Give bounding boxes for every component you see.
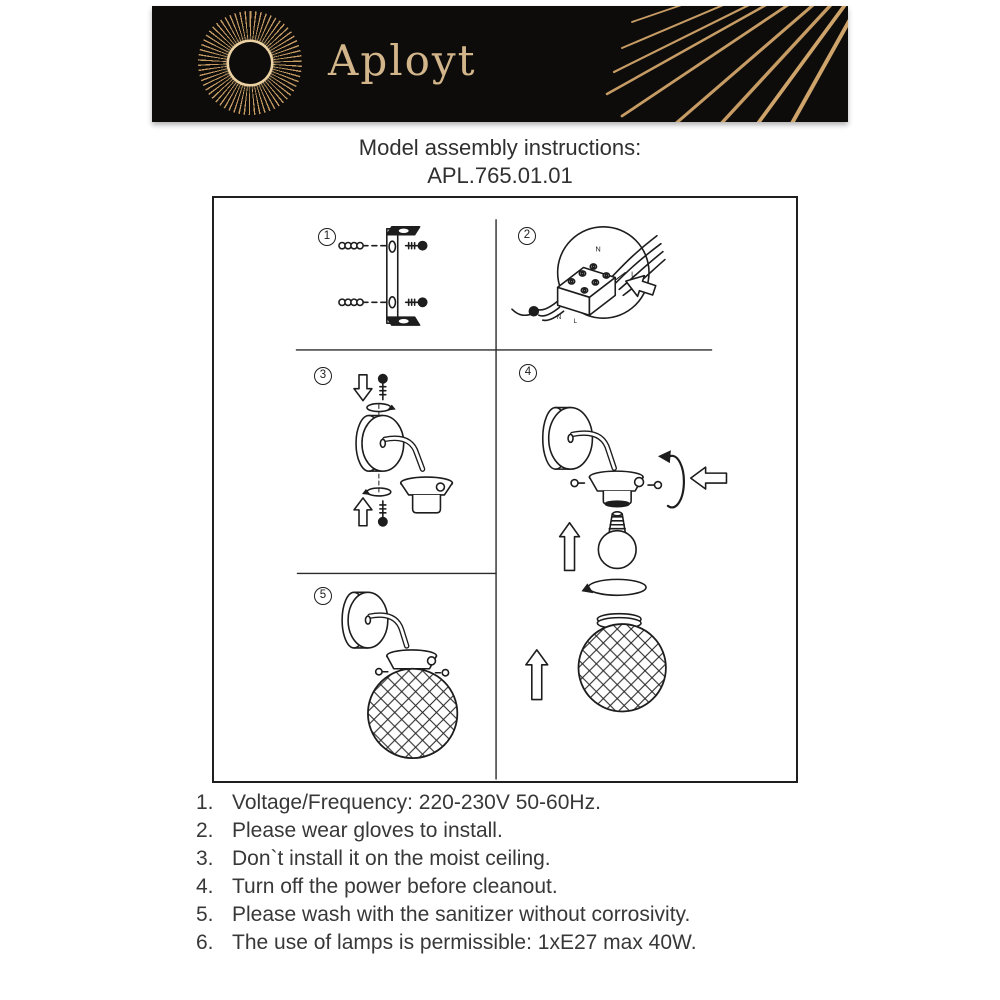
instruction-text: Voltage/Frequency: 220-230V 50-60Hz. <box>232 791 601 814</box>
instruction-text: Please wear gloves to install. <box>232 819 503 842</box>
instruction-text: Don`t install it on the moist ceiling. <box>232 847 551 870</box>
rays-decoration-icon <box>152 6 848 122</box>
wire-label-l2: L <box>573 318 578 326</box>
instruction-item <box>196 901 697 929</box>
model-number: APL.765.01.01 <box>427 163 573 188</box>
up-arrow-icon <box>526 650 548 700</box>
instruction-item <box>196 845 697 873</box>
rotate-arrow-icon <box>362 488 391 496</box>
step-2-number: 2 <box>518 227 536 245</box>
up-arrow-icon <box>560 523 580 571</box>
down-arrow-icon <box>354 375 372 401</box>
instruction-number: 6. <box>196 931 214 954</box>
page-title: Model assembly instructions: <box>358 135 642 160</box>
brand-banner <box>152 6 848 122</box>
wire-label-l: L <box>631 269 636 279</box>
instruction-item <box>196 873 697 901</box>
glass-shade-icon <box>368 669 457 758</box>
title-block <box>0 134 1000 190</box>
left-arrow-icon <box>691 467 727 489</box>
wire-label-n: N <box>595 244 601 254</box>
light-bulb-icon <box>598 512 636 569</box>
step2-wiring-illustration <box>512 227 665 325</box>
rotate-arrow-icon <box>658 450 684 507</box>
instruction-item <box>196 817 697 845</box>
up-arrow-icon <box>354 498 372 526</box>
step3-base-illustration <box>354 375 452 526</box>
instruction-text: Please wash with the sanitizer without corrosivity. <box>232 903 691 926</box>
instruction-number: 2. <box>196 819 214 842</box>
step-3-number: 3 <box>314 367 332 385</box>
instruction-item <box>196 789 697 817</box>
step-5-number: 5 <box>314 587 332 605</box>
step4-bulb-illustration <box>526 408 727 712</box>
instruction-item <box>196 929 697 957</box>
instruction-number: 1. <box>196 791 214 814</box>
rotate-arrow-icon <box>367 404 396 412</box>
rotate-arrow-icon <box>581 579 646 595</box>
glass-shade-icon <box>578 624 665 711</box>
instruction-number: 5. <box>196 903 214 926</box>
assembly-diagram <box>212 196 798 783</box>
instruction-number: 3. <box>196 847 214 870</box>
assembly-diagram-art <box>214 198 796 781</box>
step1-bracket-illustration <box>339 227 427 325</box>
step5-assembled-illustration <box>342 592 457 758</box>
step-1-number: 1 <box>318 228 336 246</box>
wire-label-n2: N <box>556 314 562 322</box>
instruction-text: The use of lamps is permissible: 1xE27 max 40W. <box>232 931 697 954</box>
step-4-number: 4 <box>519 364 537 382</box>
instruction-text: Turn off the power before cleanout. <box>232 875 558 898</box>
instructions-list <box>196 789 697 957</box>
wall-anchor-icon <box>339 242 363 305</box>
instruction-number: 4. <box>196 875 214 898</box>
brand-name: Aployt <box>328 36 477 85</box>
mounting-screw-icon <box>406 242 427 307</box>
